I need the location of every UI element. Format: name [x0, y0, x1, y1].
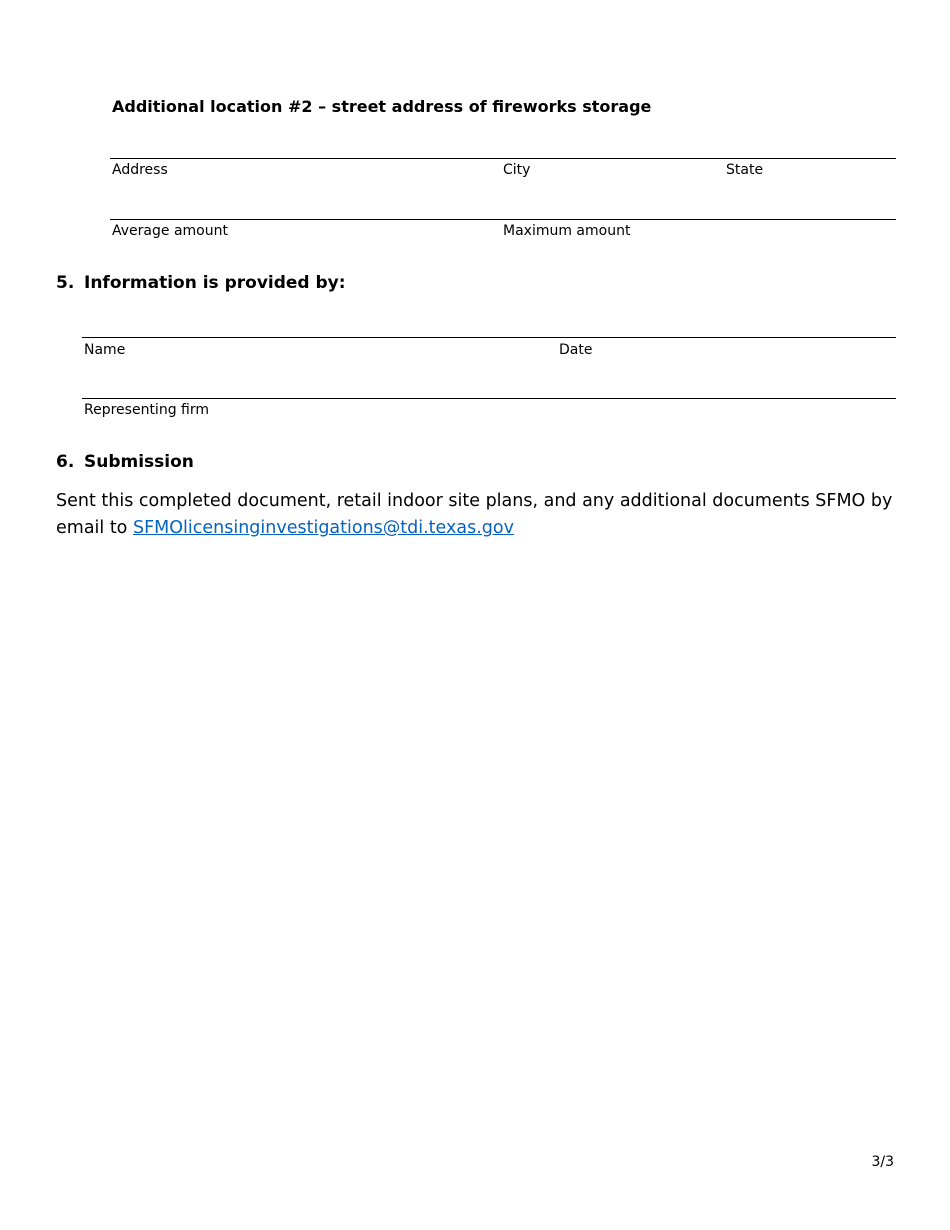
average-amount-label: Average amount	[112, 223, 228, 239]
email-link[interactable]: SFMOlicensinginvestigations@tdi.texas.gov	[132, 518, 514, 538]
section-5-title: Information is provided by:	[84, 273, 346, 293]
section-6-number: 6.	[56, 452, 75, 472]
date-label: Date	[559, 342, 593, 358]
representing-firm-input-line[interactable]	[82, 398, 896, 399]
submission-instructions	[56, 488, 906, 542]
representing-firm-label: Representing firm	[84, 402, 209, 418]
name-label: Name	[84, 342, 126, 358]
city-label: City	[503, 162, 531, 178]
section-6-title: Submission	[84, 452, 194, 472]
page-number: 3/3	[871, 1154, 894, 1170]
state-label: State	[726, 162, 764, 178]
additional-location-heading: Additional location #2 – street address of fireworks storage	[112, 97, 652, 116]
maximum-amount-label: Maximum amount	[503, 223, 631, 239]
section-5-number: 5.	[56, 273, 75, 293]
amount-input-line[interactable]	[110, 219, 896, 220]
address-label: Address	[112, 162, 168, 178]
submission-text: Sent this completed document, retail indoor site plans, and any additional documents SFMO by email to	[56, 491, 893, 538]
address-city-state-input-line[interactable]	[110, 158, 896, 159]
name-date-input-line[interactable]	[82, 337, 896, 338]
